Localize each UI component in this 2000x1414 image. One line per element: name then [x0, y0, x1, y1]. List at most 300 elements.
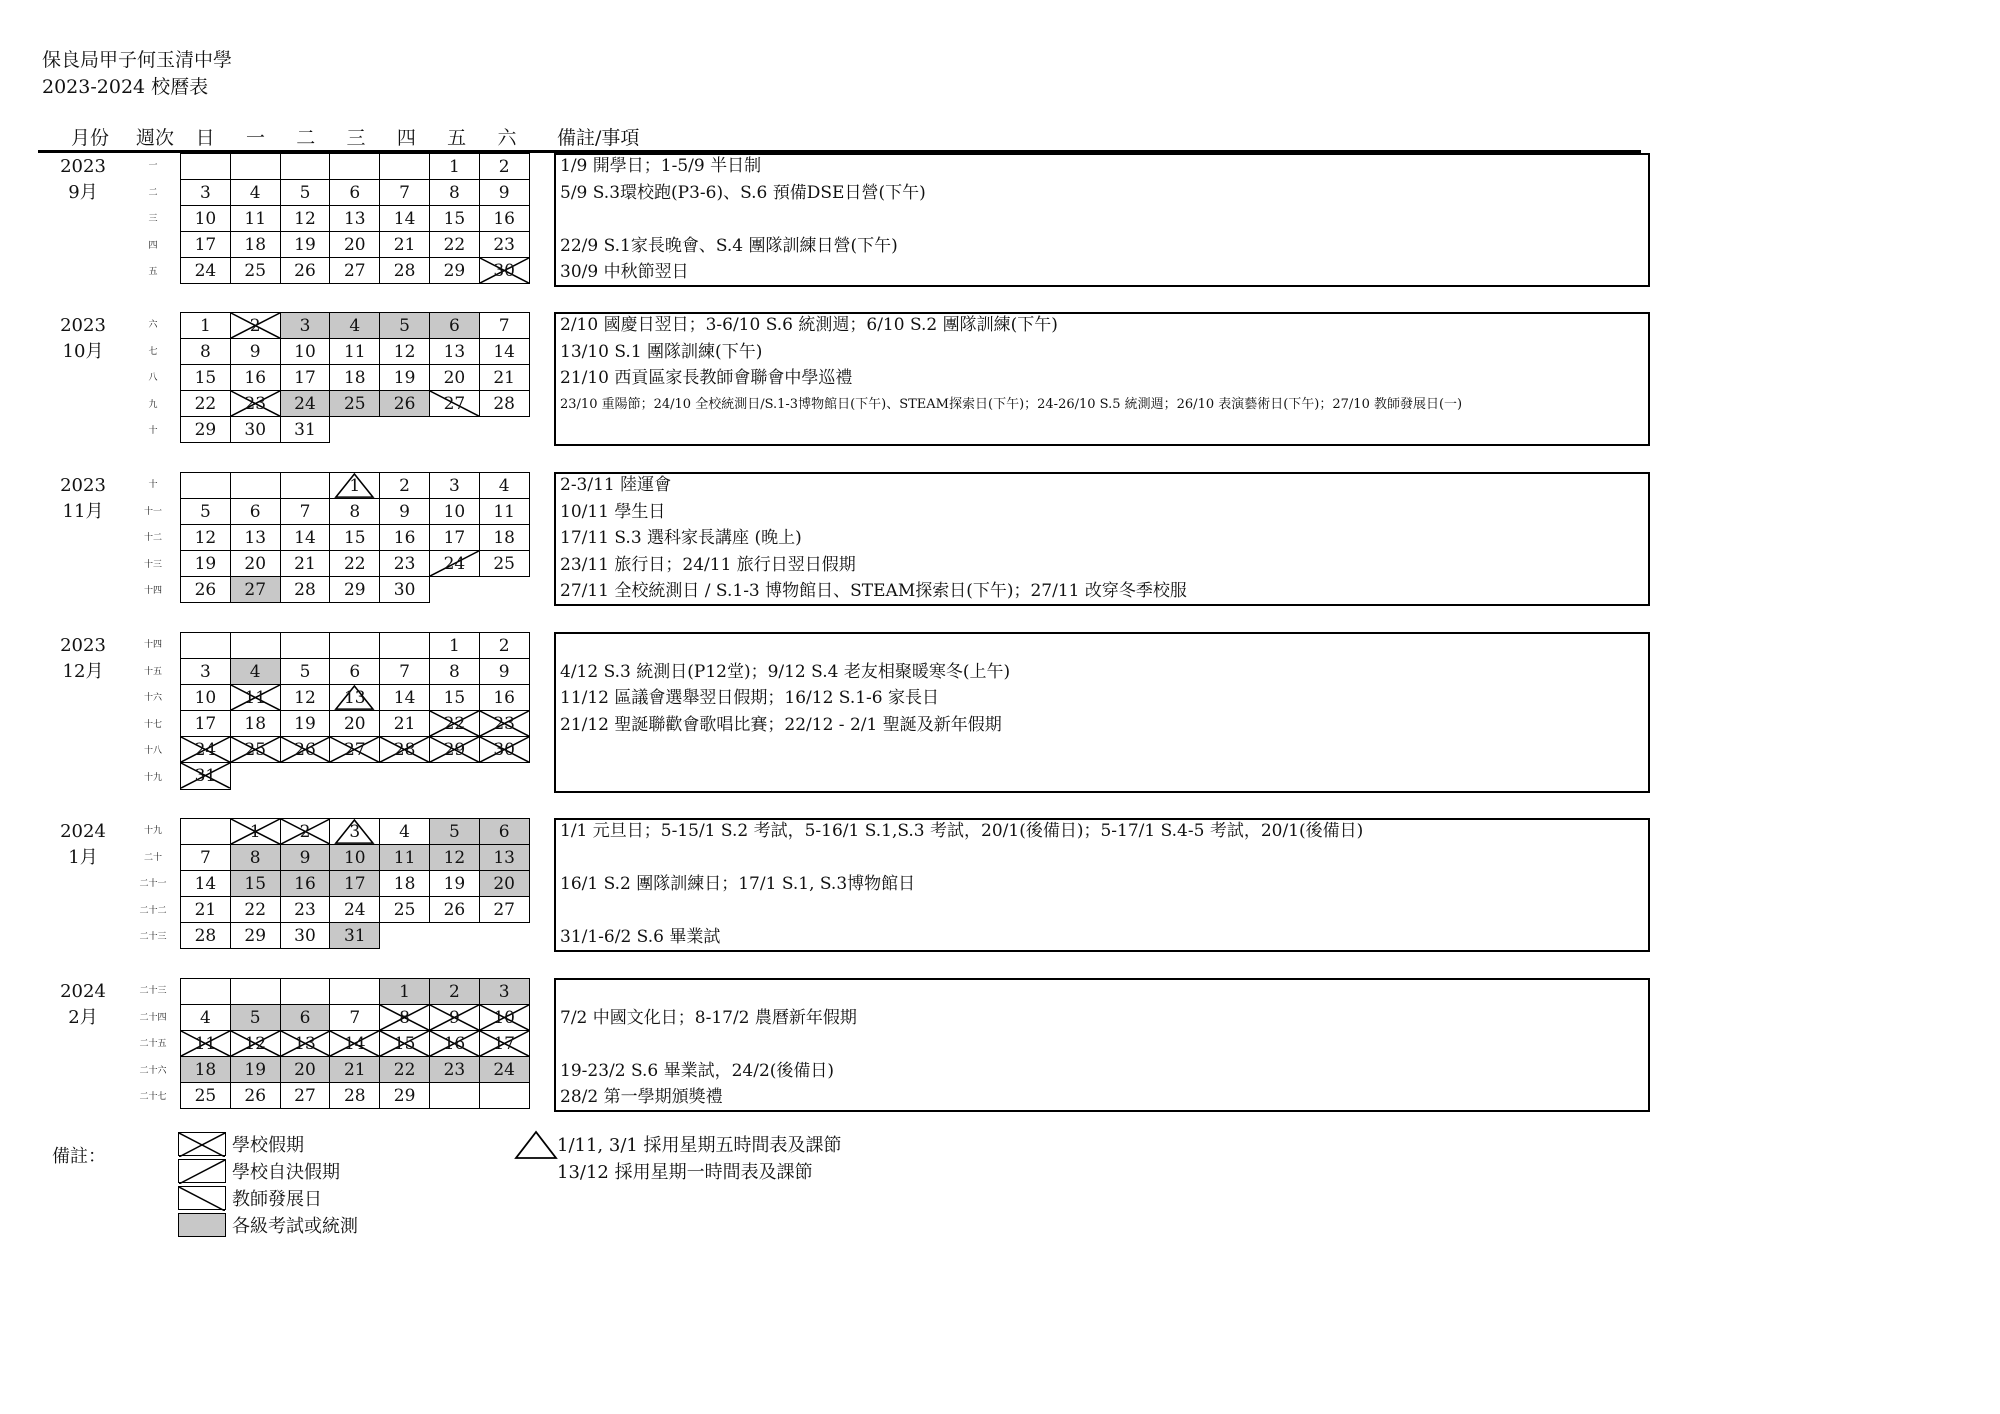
day-cell: [380, 845, 430, 871]
day-cell: [181, 551, 231, 577]
day-cell: [479, 897, 529, 923]
day-number: 19: [294, 713, 316, 734]
day-number: 5: [399, 315, 410, 336]
day-cell: [230, 819, 280, 845]
day-number: 24: [194, 739, 217, 760]
day-cell: [330, 417, 380, 443]
day-cell: [230, 365, 280, 391]
day-number: 17: [343, 873, 366, 894]
day-number: 17: [294, 367, 316, 388]
day-cell: [380, 499, 430, 525]
day-cell: [380, 417, 430, 443]
day-number: 16: [294, 873, 316, 894]
note-text: 31/1-6/2 S.6 畢業試: [560, 927, 721, 948]
day-number: 11: [194, 1033, 217, 1054]
day-number: 4: [249, 661, 261, 682]
day-number: 21: [294, 553, 316, 574]
day-number: 24: [194, 260, 217, 281]
day-cell: [230, 180, 280, 206]
day-cell: [181, 685, 231, 711]
header-day: 四: [396, 127, 416, 149]
day-cell: [429, 525, 479, 551]
week-number: 二十五: [139, 1039, 167, 1050]
month-year: 2024: [60, 981, 106, 1002]
legend-item-label: 教師發展日: [232, 1189, 322, 1210]
day-number: 14: [393, 687, 416, 708]
day-number: 23: [244, 393, 267, 414]
week-number: 十二: [143, 533, 162, 544]
day-cell: [230, 473, 280, 499]
day-cell: [429, 897, 479, 923]
day-number: 1: [448, 635, 460, 656]
day-number: 29: [244, 925, 267, 946]
day-cell: [479, 1083, 529, 1109]
note-text: 23/11 旅行日；24/11 旅行日翌日假期: [560, 554, 856, 575]
day-cell: [380, 819, 430, 845]
day-number: 30: [244, 419, 267, 440]
day-cell: [230, 737, 280, 763]
day-cell: [330, 525, 380, 551]
week-number: 十五: [143, 666, 162, 677]
week-row: [181, 391, 530, 417]
day-cell: [380, 1057, 430, 1083]
day-cell: [280, 711, 330, 737]
day-cell: [230, 1057, 280, 1083]
week-row: [181, 258, 530, 284]
day-cell: [380, 154, 430, 180]
day-cell: [330, 871, 380, 897]
week-row: [181, 313, 530, 339]
note-text: 1/1 元旦日；5-15/1 S.2 考試，5-16/1 S.1,S.3 考試，20/1(後備日)；5-17/1 S.4-5 考試，20/1(後備日): [560, 821, 1364, 841]
day-number: 15: [393, 1033, 416, 1054]
week-row: [181, 499, 530, 525]
day-cell: [181, 845, 231, 871]
day-cell: [280, 339, 330, 365]
week-row: [181, 473, 530, 499]
day-cell: [181, 525, 231, 551]
day-number: 29: [343, 579, 366, 600]
day-cell: [330, 737, 380, 763]
day-number: 30: [393, 579, 416, 600]
day-cell: [181, 979, 231, 1005]
day-cell: [380, 206, 430, 232]
legend-swatch-icon: [178, 1186, 226, 1210]
day-cell: [230, 1031, 280, 1057]
day-cell: [181, 819, 231, 845]
day-number: 15: [244, 873, 267, 894]
day-number: 20: [294, 1059, 316, 1080]
week-row: [181, 737, 530, 763]
day-number: 4: [498, 475, 510, 496]
week-row: [181, 206, 530, 232]
day-cell: [380, 473, 430, 499]
day-number: 8: [448, 661, 460, 682]
day-cell: [429, 1083, 479, 1109]
day-cell: [479, 871, 529, 897]
day-cell: [181, 391, 231, 417]
day-number: 13: [443, 341, 466, 362]
day-number: 5: [448, 821, 460, 842]
day-number: 1: [249, 821, 261, 842]
day-number: 15: [343, 527, 366, 548]
day-cell: [330, 1057, 380, 1083]
day-number: 14: [393, 208, 416, 229]
day-cell: [429, 339, 479, 365]
notes-box: [554, 818, 1650, 952]
day-cell: [479, 845, 529, 871]
week-number: 一: [148, 161, 158, 171]
day-number: 16: [443, 1033, 466, 1054]
day-number: 28: [393, 739, 416, 760]
note-text: 28/2 第一學期頒獎禮: [560, 1087, 723, 1108]
day-number: 26: [244, 1085, 267, 1106]
day-number: 24: [343, 899, 366, 920]
day-cell: [479, 206, 529, 232]
day-number: 6: [448, 315, 460, 336]
day-cell: [429, 923, 479, 949]
day-number: 25: [244, 260, 267, 281]
month-year: 2024: [60, 821, 106, 842]
school-name: 保良局甲子何玉清中學: [42, 49, 233, 71]
day-cell: [280, 391, 330, 417]
day-number: 18: [493, 527, 515, 548]
day-number: 12: [294, 208, 316, 229]
day-number: 30: [493, 260, 515, 281]
day-cell: [230, 923, 280, 949]
day-cell: [479, 417, 529, 443]
day-number: 12: [194, 527, 217, 548]
day-number: 22: [443, 234, 466, 255]
day-cell: [479, 1005, 529, 1031]
day-cell: [330, 923, 380, 949]
legend-swatch-icon: [178, 1132, 226, 1156]
day-cell: [380, 897, 430, 923]
header-day: 一: [245, 127, 265, 149]
day-cell: [280, 737, 330, 763]
day-number: 21: [343, 1059, 366, 1080]
day-number: 18: [393, 873, 416, 894]
day-cell: [429, 1005, 479, 1031]
day-cell: [230, 845, 280, 871]
note-text: 23/10 重陽節；24/10 全校統測日/S.1-3博物館日(下午)、STEAM探索日(下午)；24-26/10 S.5 統測週；26/10 表演藝術日(下午)；27/10 教師發展日(一): [560, 396, 1463, 412]
month-year: 2023: [60, 475, 106, 496]
month-name: 10月: [62, 341, 104, 362]
day-number: 5: [249, 1007, 261, 1028]
day-cell: [380, 313, 430, 339]
notes-box: [554, 472, 1650, 606]
day-number: 31: [294, 419, 316, 440]
week-row: [181, 685, 530, 711]
notes-box: [554, 632, 1650, 793]
day-cell: [429, 685, 479, 711]
header-day: 三: [346, 127, 366, 149]
day-cell: [429, 1031, 479, 1057]
day-cell: [429, 180, 479, 206]
day-cell: [181, 633, 231, 659]
note-text: 13/10 S.1 團隊訓練(下午): [560, 341, 763, 362]
day-cell: [280, 473, 330, 499]
day-number: 2: [399, 475, 410, 496]
note-text: 27/11 全校統測日 / S.1-3 博物館日、STEAM探索日(下午)；27/11 改穿冬季校服: [560, 581, 1187, 602]
week-number: 四: [148, 240, 158, 251]
note-text: 7/2 中國文化日；8-17/2 農曆新年假期: [560, 1007, 857, 1028]
day-number: 10: [294, 341, 316, 362]
week-number: 十七: [143, 719, 162, 730]
day-cell: [330, 659, 380, 685]
week-row: [181, 232, 530, 258]
week-number: 二十三: [139, 986, 167, 996]
week-row: [181, 659, 530, 685]
day-cell: [479, 819, 529, 845]
day-number: 2: [299, 821, 311, 842]
day-number: 14: [294, 527, 316, 548]
day-cell: [380, 258, 430, 284]
day-cell: [181, 339, 231, 365]
day-number: 24: [493, 1059, 515, 1080]
day-cell: [479, 737, 529, 763]
day-cell: [479, 633, 529, 659]
week-number: 十四: [143, 640, 162, 650]
header-day: 日: [195, 127, 215, 149]
week-row: [181, 763, 530, 789]
note-text: 4/12 S.3 統測日(P12堂)；9/12 S.4 老友相聚暖寒冬(上午): [560, 661, 1011, 682]
week-row: [181, 871, 530, 897]
note-text: 21/12 聖誕聯歡會歌唱比賽；22/12 - 2/1 聖誕及新年假期: [560, 714, 1002, 735]
day-number: 2: [498, 156, 510, 177]
day-cell: [230, 685, 280, 711]
day-number: 26: [443, 899, 466, 920]
day-cell: [230, 897, 280, 923]
day-number: 15: [443, 687, 466, 708]
day-number: 16: [493, 208, 515, 229]
day-number: 10: [194, 208, 217, 229]
day-cell: [330, 819, 380, 845]
day-cell: [429, 577, 479, 603]
week-row: [181, 1057, 530, 1083]
day-number: 3: [199, 182, 211, 203]
day-number: 12: [244, 1033, 267, 1054]
day-number: 3: [299, 315, 311, 336]
day-cell: [479, 313, 529, 339]
day-cell: [230, 206, 280, 232]
day-number: 10: [493, 1007, 515, 1028]
day-number: 19: [443, 873, 466, 894]
note-text: 2-3/11 陸運會: [560, 475, 672, 495]
day-cell: [230, 313, 280, 339]
day-number: 9: [399, 501, 410, 522]
day-number: 16: [393, 527, 416, 548]
day-number: 23: [294, 899, 316, 920]
day-number: 3: [448, 475, 460, 496]
day-cell: [479, 473, 529, 499]
day-cell: [330, 577, 380, 603]
day-number: 14: [343, 1033, 366, 1054]
day-cell: [280, 154, 330, 180]
week-row: [181, 577, 530, 603]
day-cell: [181, 763, 231, 789]
day-cell: [429, 659, 479, 685]
day-number: 29: [443, 739, 466, 760]
note-text: 2/10 國慶日翌日；3-6/10 S.6 統測週；6/10 S.2 團隊訓練(下午): [560, 315, 1058, 335]
day-cell: [330, 897, 380, 923]
week-row: [181, 633, 530, 659]
day-cell: [479, 1031, 529, 1057]
day-cell: [230, 979, 280, 1005]
day-number: 12: [393, 341, 416, 362]
day-cell: [380, 525, 430, 551]
day-number: 11: [393, 847, 416, 868]
day-cell: [181, 659, 231, 685]
week-number: 十六: [143, 693, 162, 704]
day-cell: [230, 551, 280, 577]
week-row: [181, 180, 530, 206]
note-text: 17/11 S.3 選科家長講座 (晚上): [560, 528, 802, 549]
day-number: 17: [194, 713, 217, 734]
week-number: 十一: [143, 506, 162, 517]
notes-box: [554, 153, 1650, 287]
day-cell: [280, 1031, 330, 1057]
day-number: 19: [244, 1059, 267, 1080]
day-number: 27: [343, 260, 366, 281]
day-cell: [479, 391, 529, 417]
day-number: 2: [498, 635, 510, 656]
day-number: 22: [244, 899, 267, 920]
day-cell: [181, 258, 231, 284]
day-cell: [230, 1083, 280, 1109]
day-number: 27: [493, 899, 515, 920]
day-cell: [280, 923, 330, 949]
day-cell: [479, 763, 529, 789]
week-row: [181, 1031, 530, 1057]
day-cell: [280, 206, 330, 232]
day-cell: [429, 871, 479, 897]
day-cell: [380, 763, 430, 789]
day-number: 7: [399, 182, 410, 203]
day-number: 13: [493, 847, 515, 868]
day-cell: [429, 737, 479, 763]
day-cell: [280, 897, 330, 923]
day-cell: [330, 154, 380, 180]
week-number: 六: [148, 320, 158, 330]
day-number: 19: [393, 367, 416, 388]
header-notes: 備註/事項: [557, 127, 640, 149]
day-cell: [380, 711, 430, 737]
note-text: 11/12 區議會選舉翌日假期；16/12 S.1-6 家長日: [560, 688, 940, 709]
day-number: 4: [199, 1007, 211, 1028]
note-text: 22/9 S.1家長晚會、S.4 團隊訓練日營(下午): [560, 235, 898, 256]
week-row: [181, 819, 530, 845]
day-number: 30: [294, 925, 316, 946]
day-cell: [181, 737, 231, 763]
day-cell: [280, 1005, 330, 1031]
day-cell: [330, 979, 380, 1005]
day-cell: [330, 206, 380, 232]
day-number: 1: [199, 315, 211, 336]
note-text: 21/10 西貢區家長教師會聯會中學巡禮: [560, 368, 853, 389]
day-number: 22: [393, 1059, 416, 1080]
note-text: 5/9 S.3環校跑(P3-6)、S.6 預備DSE日營(下午): [560, 182, 926, 203]
week-number: 二: [148, 187, 158, 198]
day-number: 25: [493, 553, 515, 574]
day-cell: [380, 551, 430, 577]
week-row: [181, 897, 530, 923]
day-cell: [181, 365, 231, 391]
day-cell: [429, 819, 479, 845]
day-number: 6: [349, 182, 361, 203]
week-row: [181, 1083, 530, 1109]
day-number: 22: [443, 713, 466, 734]
day-number: 16: [493, 687, 515, 708]
day-cell: [280, 232, 330, 258]
day-number: 13: [244, 527, 267, 548]
day-number: 18: [244, 713, 267, 734]
day-cell: [479, 499, 529, 525]
day-number: 24: [294, 393, 316, 414]
day-number: 15: [194, 367, 217, 388]
day-cell: [429, 763, 479, 789]
day-number: 5: [299, 182, 311, 203]
day-cell: [181, 1005, 231, 1031]
day-cell: [429, 551, 479, 577]
day-number: 29: [443, 260, 466, 281]
day-number: 27: [443, 393, 466, 414]
month-year: 2023: [60, 315, 106, 336]
week-number: 十: [148, 480, 158, 490]
day-cell: [280, 1083, 330, 1109]
day-number: 11: [343, 341, 366, 362]
day-number: 17: [194, 234, 217, 255]
day-cell: [479, 577, 529, 603]
month-grid: [180, 153, 530, 284]
month-grid: [180, 312, 530, 443]
day-number: 9: [299, 847, 311, 868]
day-number: 28: [493, 393, 515, 414]
day-number: 5: [299, 661, 311, 682]
day-cell: [181, 897, 231, 923]
day-number: 31: [343, 925, 366, 946]
day-number: 18: [343, 367, 366, 388]
day-number: 8: [199, 341, 211, 362]
day-number: 10: [194, 687, 217, 708]
day-number: 18: [244, 234, 267, 255]
day-cell: [380, 1083, 430, 1109]
day-number: 17: [493, 1033, 515, 1054]
day-number: 10: [343, 847, 366, 868]
day-cell: [181, 1083, 231, 1109]
day-cell: [380, 923, 430, 949]
week-number: 二十七: [139, 1092, 167, 1103]
week-number: 十四: [143, 586, 162, 597]
day-cell: [230, 417, 280, 443]
header-day: 二: [296, 127, 316, 149]
day-number: 8: [399, 1007, 410, 1028]
day-number: 20: [493, 873, 515, 894]
day-cell: [479, 365, 529, 391]
month-year: 2023: [60, 635, 106, 656]
day-cell: [280, 659, 330, 685]
day-number: 6: [498, 821, 510, 842]
day-number: 27: [294, 1085, 316, 1106]
month-year: 2023: [60, 156, 106, 177]
day-cell: [230, 659, 280, 685]
day-number: 14: [493, 341, 515, 362]
week-row: [181, 845, 530, 871]
week-row: [181, 711, 530, 737]
day-number: 8: [249, 847, 261, 868]
note-text: 10/11 學生日: [560, 501, 666, 522]
day-cell: [479, 979, 529, 1005]
day-number: 7: [199, 847, 211, 868]
